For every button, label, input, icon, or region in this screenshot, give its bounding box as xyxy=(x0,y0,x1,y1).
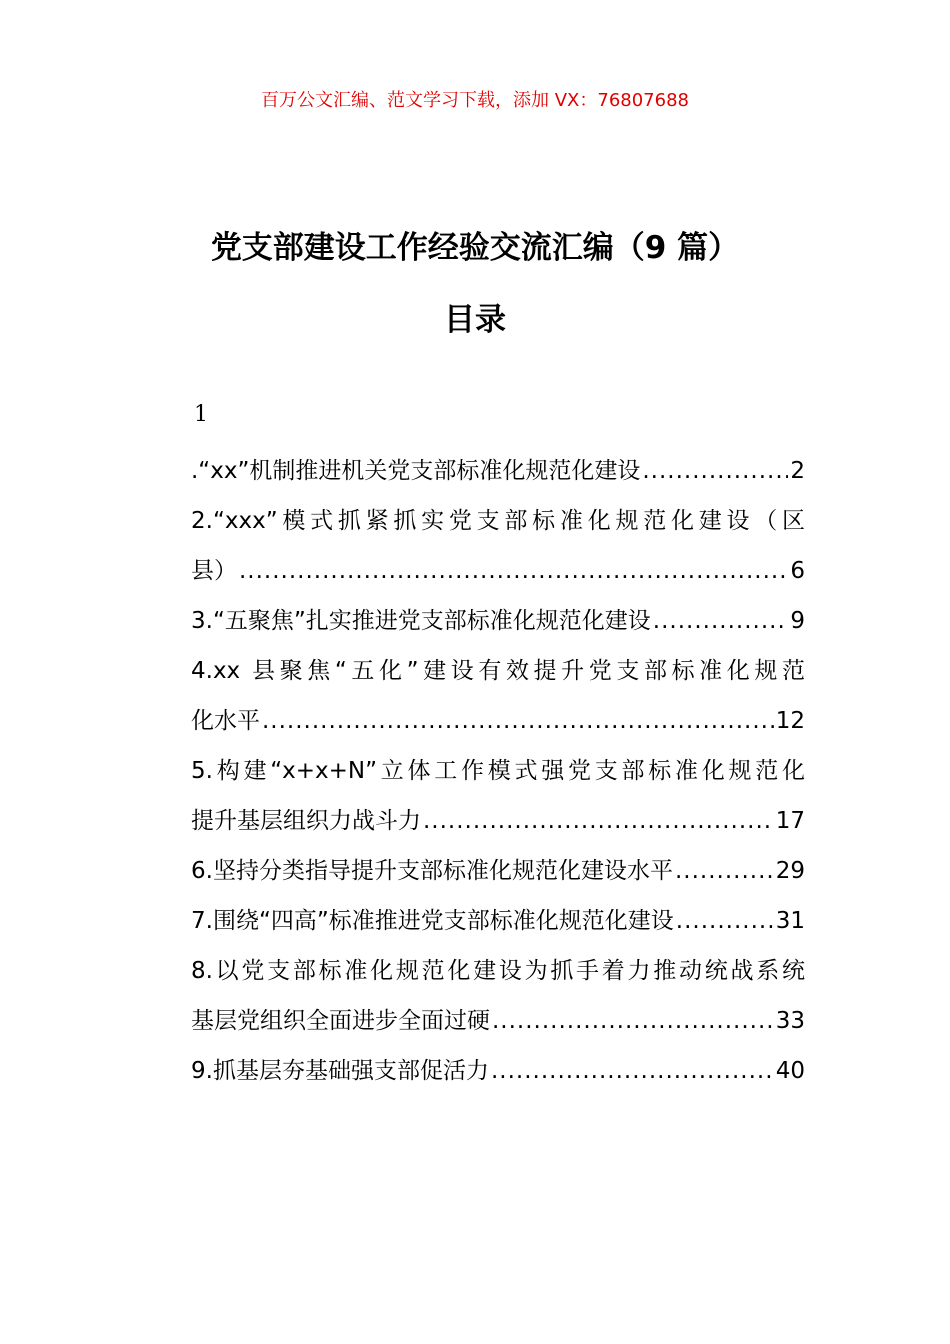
toc-entry-title: 9.抓基层夯基础强支部促活力 xyxy=(191,1058,489,1084)
toc-entry-title-continued: 基层党组织全面进步全面过硬 xyxy=(191,1008,490,1034)
dot-leader xyxy=(491,1046,774,1096)
toc-entry-6[interactable] xyxy=(191,846,805,896)
toc-entry-2[interactable] xyxy=(191,496,805,546)
toc-entry-5[interactable] xyxy=(191,746,805,796)
dot-leader xyxy=(675,846,774,896)
toc-entry-page: 33 xyxy=(775,1008,805,1034)
toc-entry-2-continued[interactable] xyxy=(191,546,805,596)
toc-entry-7[interactable] xyxy=(191,896,805,946)
toc-entry-title: 8.以党支部标准化规范化建设为抓手着力推动统战系统 xyxy=(191,958,805,984)
toc-entry-8[interactable] xyxy=(191,946,805,996)
dot-leader xyxy=(492,996,774,1046)
toc-entry-title-continued: 提升基层组织力战斗力 xyxy=(191,808,421,834)
toc-entry-page: 40 xyxy=(775,1058,805,1084)
toc-entry-3[interactable] xyxy=(191,596,805,646)
toc-entry-page: 9 xyxy=(790,608,805,634)
dot-leader xyxy=(653,596,789,646)
toc-entry-title: 2.“xxx”模式抓紧抓实党支部标准化规范化建设（区 xyxy=(191,508,805,534)
toc-entry-title: 7.围绕“四高”标准推进党支部标准化规范化建设 xyxy=(191,908,674,934)
toc-entry-page: 29 xyxy=(775,858,805,884)
toc-entry-title: 6.坚持分类指导提升支部标准化规范化建设水平 xyxy=(191,858,673,884)
dot-leader xyxy=(239,546,788,596)
toc-entry-title: 5.构建“x+x+N”立体工作模式强党支部标准化规范化 xyxy=(191,758,805,784)
toc-entry-page: 2 xyxy=(790,458,805,484)
table-of-contents xyxy=(191,446,805,1096)
dot-leader xyxy=(262,696,774,746)
toc-entry-page: 6 xyxy=(790,558,805,584)
toc-entry-title: 4.xx 县聚焦“五化”建设有效提升党支部标准化规范 xyxy=(191,658,805,684)
toc-entry-title-continued: 化水平 xyxy=(191,708,260,734)
header-note: 百万公文汇编、范文学习下载，添加 VX：76807688 xyxy=(261,90,689,111)
toc-entry-1[interactable] xyxy=(191,446,805,496)
toc-orphan-number: 1 xyxy=(194,402,208,427)
toc-entry-8-continued[interactable] xyxy=(191,996,805,1046)
toc-entry-title: .“xx”机制推进机关党支部标准化规范化建设 xyxy=(191,458,641,484)
toc-entry-page: 12 xyxy=(775,708,805,734)
toc-entry-page: 31 xyxy=(775,908,805,934)
document-title: 党支部建设工作经验交流汇编（9 篇） xyxy=(210,230,740,266)
dot-leader xyxy=(423,796,774,846)
toc-entry-9[interactable] xyxy=(191,1046,805,1096)
dot-leader xyxy=(642,446,788,496)
dot-leader xyxy=(676,896,774,946)
toc-entry-4[interactable] xyxy=(191,646,805,696)
toc-entry-title-continued: 县） xyxy=(191,558,237,584)
toc-entry-4-continued[interactable] xyxy=(191,696,805,746)
toc-entry-page: 17 xyxy=(775,808,805,834)
toc-heading: 目录 xyxy=(444,302,506,338)
toc-entry-title: 3.“五聚焦”扎实推进党支部标准化规范化建设 xyxy=(191,608,651,634)
toc-entry-5-continued[interactable] xyxy=(191,796,805,846)
